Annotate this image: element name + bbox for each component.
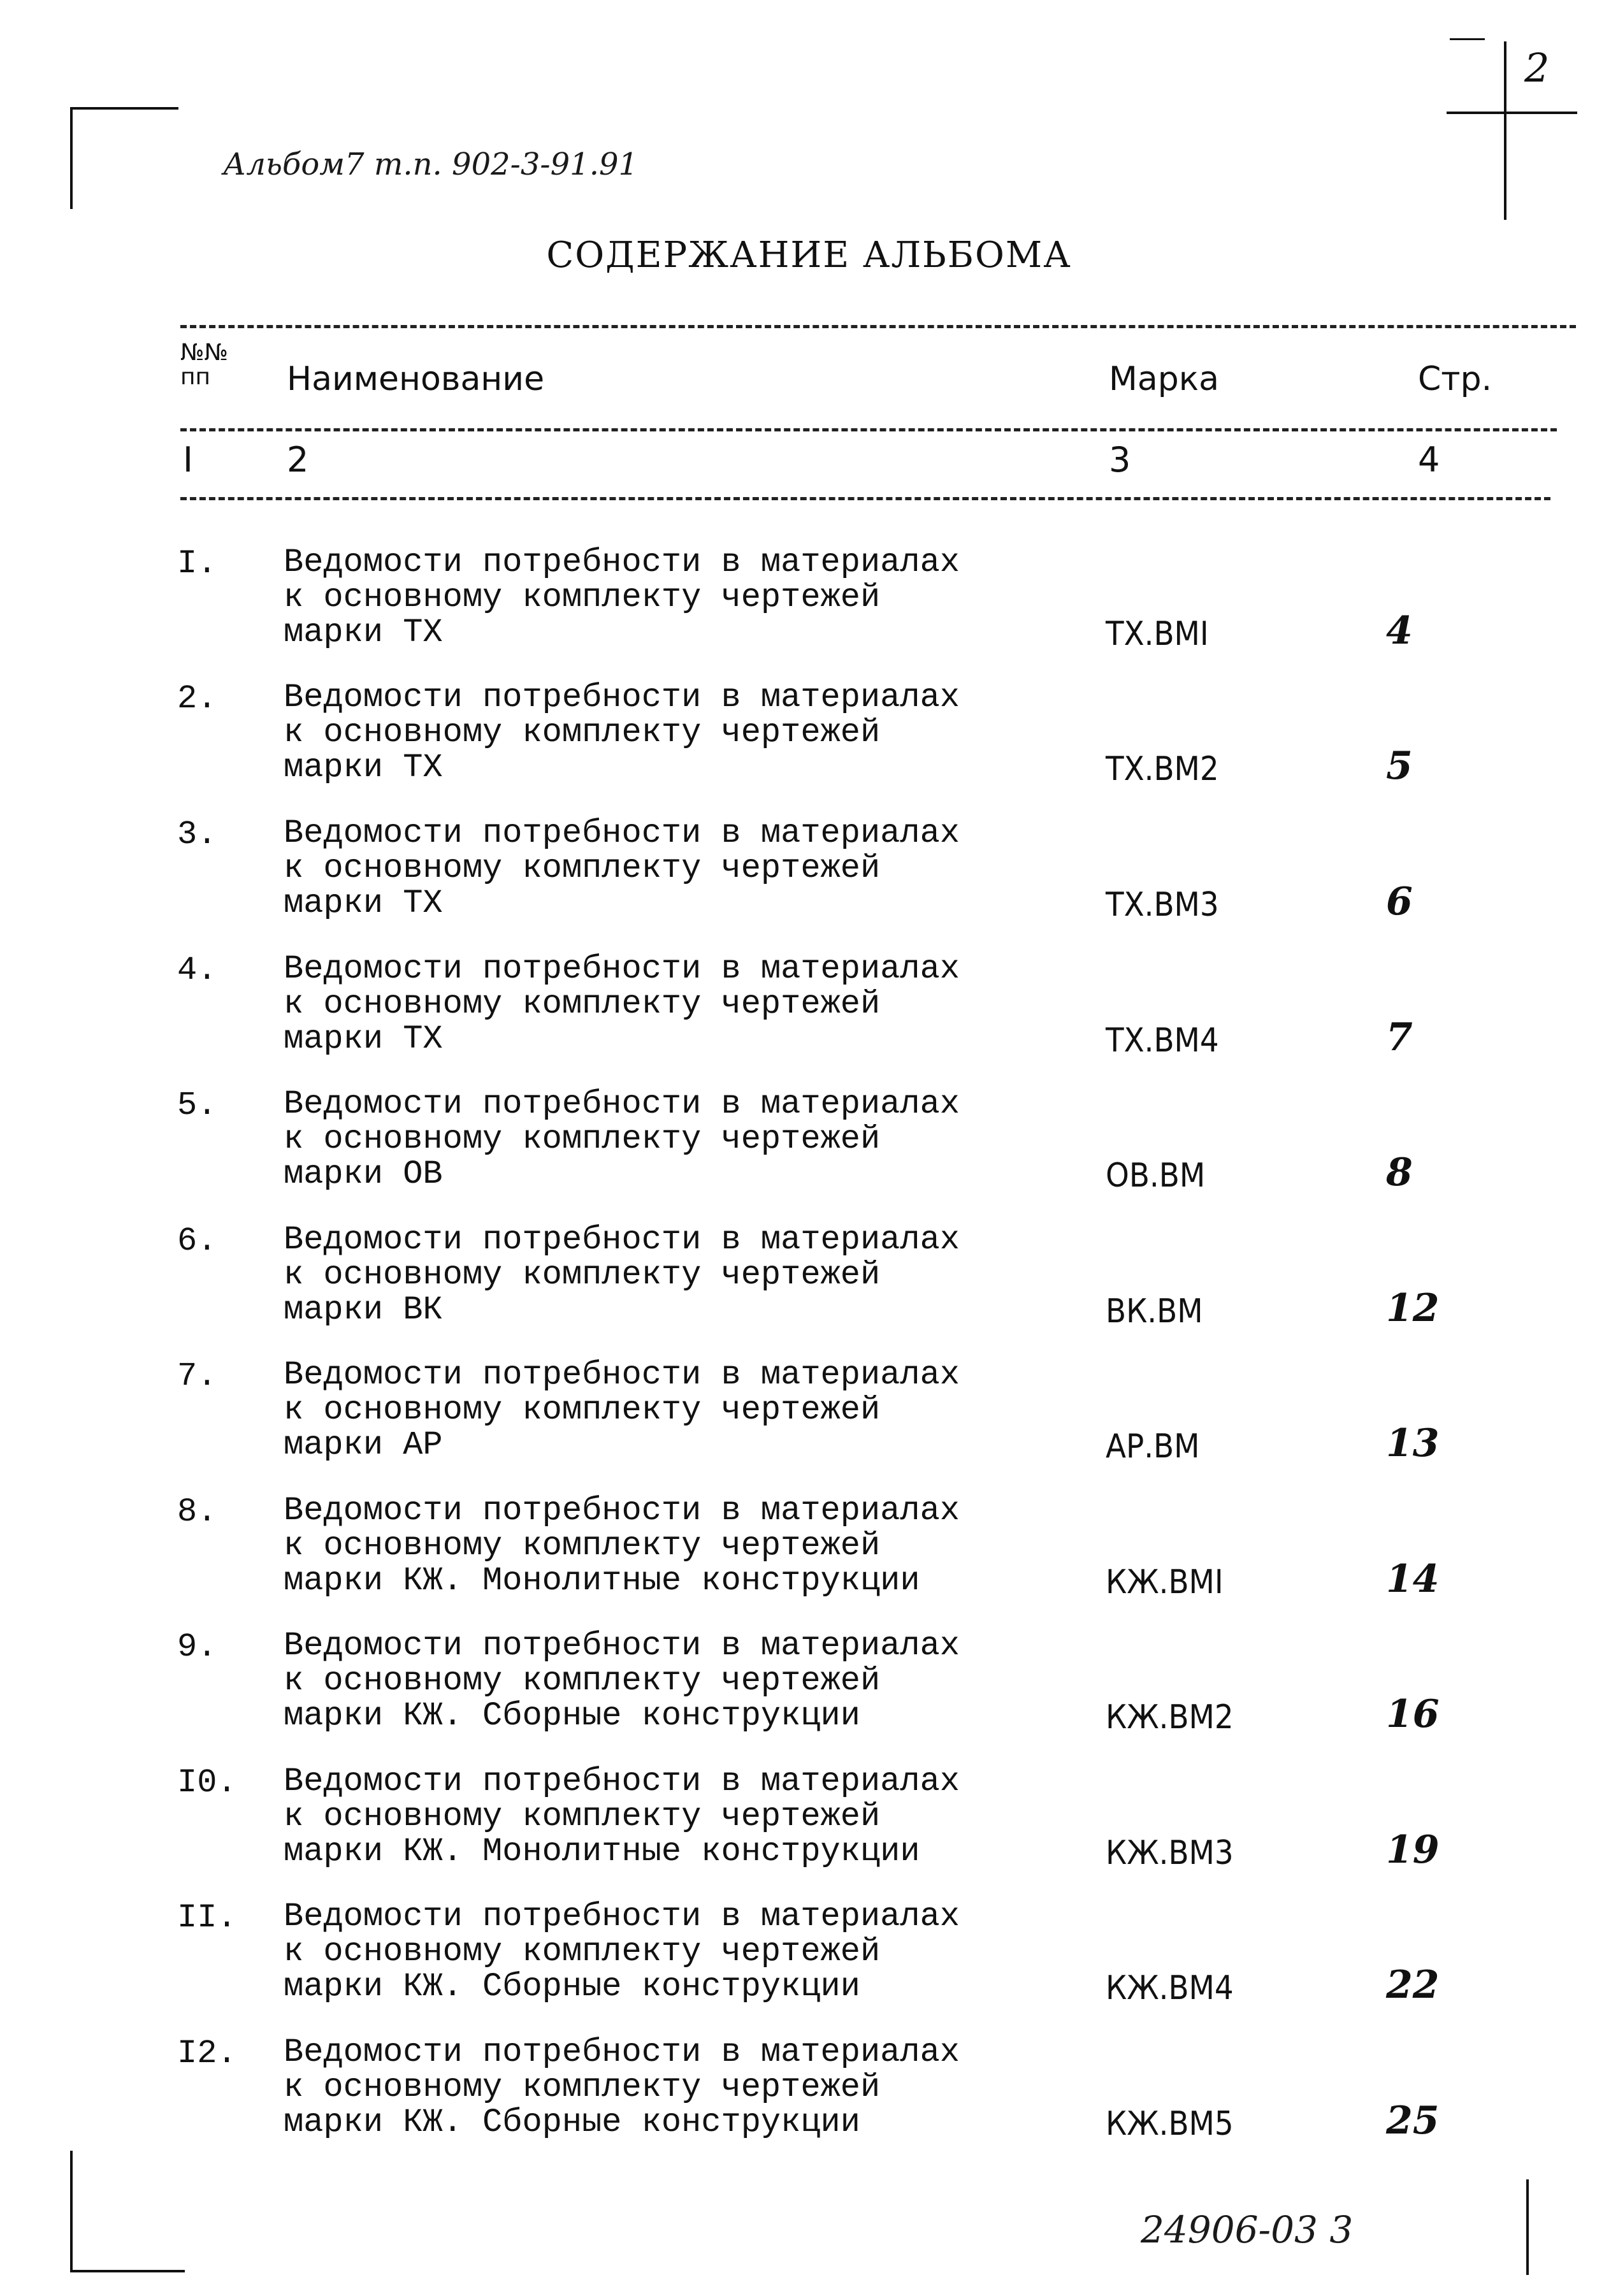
table-row	[0, 2035, 1618, 2170]
row-mark: КЖ.ВМI	[1106, 1563, 1224, 1601]
row-mark: КЖ.ВМ2	[1106, 1698, 1234, 1736]
table-row	[0, 1899, 1618, 2034]
row-mark: ОВ.ВМ	[1106, 1157, 1206, 1195]
row-page: 14	[1386, 1557, 1440, 1601]
document-stamp: 24906-03 3	[1141, 2208, 1354, 2251]
row-name: Ведомости потребности в материалах к основному комплекту чертежей марки КЖ. Сборные конструкции	[284, 1627, 960, 1735]
row-mark: КЖ.ВМ4	[1106, 1969, 1234, 2007]
header-name: Наименование	[287, 360, 545, 398]
row-number: II.	[177, 1899, 237, 1937]
page-title: СОДЕРЖАНИЕ АЛЬБОМА	[546, 235, 1072, 276]
table-row	[0, 1357, 1618, 1492]
row-page: 22	[1386, 1963, 1440, 2007]
row-number: I.	[177, 545, 217, 582]
row-page: 16	[1386, 1692, 1440, 1736]
row-page: 4	[1386, 609, 1413, 653]
row-number: 3.	[177, 816, 217, 853]
row-number: 7.	[177, 1357, 217, 1395]
row-page: 13	[1386, 1421, 1440, 1466]
row-number: 8.	[177, 1493, 217, 1531]
table-row	[0, 1764, 1618, 1899]
frame-top-right-horizontal	[1447, 112, 1577, 114]
row-mark: ТХ.ВМ3	[1106, 886, 1219, 924]
table-row	[0, 545, 1618, 680]
table-row	[0, 1493, 1618, 1628]
row-number: 5.	[177, 1087, 217, 1124]
table-row	[0, 1222, 1618, 1357]
row-name: Ведомости потребности в материалах к основному комплекту чертежей марки ТХ	[284, 814, 960, 922]
row-number: I0.	[177, 1764, 237, 1801]
row-mark: ВК.ВМ	[1106, 1292, 1203, 1331]
frame-bottom-right-vertical	[1526, 2179, 1529, 2275]
page-number: 2	[1524, 45, 1550, 91]
column-number-4: 4	[1418, 440, 1440, 480]
frame-bottom-left-horizontal	[70, 2270, 185, 2272]
row-page: 12	[1386, 1286, 1440, 1331]
row-name: Ведомости потребности в материалах к основному комплекту чертежей марки АР	[284, 1356, 960, 1464]
album-designation: Альбом7 т.п. 902-3-91.91	[223, 147, 639, 182]
row-name: Ведомости потребности в материалах к основному комплекту чертежей марки ТХ	[284, 679, 960, 786]
row-page: 25	[1386, 2098, 1440, 2143]
frame-top-right-short	[1450, 38, 1485, 40]
header-number: №№ пп	[180, 340, 228, 390]
row-number: 6.	[177, 1222, 217, 1260]
row-page: 8	[1386, 1150, 1413, 1195]
row-name: Ведомости потребности в материалах к основному комплекту чертежей марки ВК	[284, 1221, 960, 1329]
row-name: Ведомости потребности в материалах к основному комплекту чертежей марки КЖ. Монолитные конструкции	[284, 1492, 960, 1599]
row-page: 5	[1386, 744, 1413, 788]
header-top-rule	[180, 325, 1576, 328]
row-name: Ведомости потребности в материалах к основному комплекту чертежей марки ТХ	[284, 950, 960, 1058]
row-name: Ведомости потребности в материалах к основному комплекту чертежей марки ТХ	[284, 544, 960, 651]
frame-top-right-vertical	[1504, 41, 1506, 220]
frame-top-left-vertical	[70, 107, 73, 209]
header-page: Стр.	[1418, 360, 1492, 398]
row-mark: АР.ВМ	[1106, 1427, 1200, 1466]
row-page: 7	[1386, 1015, 1413, 1060]
table-row	[0, 1087, 1618, 1222]
column-number-3: 3	[1109, 440, 1131, 480]
row-number: I2.	[177, 2035, 237, 2072]
row-name: Ведомости потребности в материалах к основному комплекту чертежей марки КЖ. Монолитные конструкции	[284, 1763, 960, 1870]
row-name: Ведомости потребности в материалах к основному комплекту чертежей марки ОВ	[284, 1085, 960, 1193]
frame-top-left-horizontal	[70, 107, 178, 110]
table-row	[0, 816, 1618, 951]
row-mark: КЖ.ВМ3	[1106, 1834, 1234, 1872]
row-mark: ТХ.ВМI	[1106, 615, 1209, 653]
row-page: 6	[1386, 879, 1413, 924]
row-number: 4.	[177, 951, 217, 989]
header-mark: Марка	[1109, 360, 1220, 398]
row-name: Ведомости потребности в материалах к основному комплекту чертежей марки КЖ. Сборные конструкции	[284, 2033, 960, 2141]
row-mark: КЖ.ВМ5	[1106, 2105, 1234, 2143]
table-row	[0, 951, 1618, 1087]
row-number: 9.	[177, 1628, 217, 1666]
table-row	[0, 680, 1618, 815]
row-number: 2.	[177, 680, 217, 718]
row-mark: ТХ.ВМ2	[1106, 750, 1219, 788]
header-bottom-rule	[180, 497, 1550, 500]
row-name: Ведомости потребности в материалах к основному комплекту чертежей марки КЖ. Сборные конструкции	[284, 1898, 960, 2005]
row-mark: ТХ.ВМ4	[1106, 1022, 1219, 1060]
table-row	[0, 1628, 1618, 1763]
column-number-1: I	[183, 440, 193, 480]
column-number-2: 2	[287, 440, 309, 480]
header-middle-rule	[180, 428, 1557, 431]
row-page: 19	[1386, 1828, 1440, 1872]
